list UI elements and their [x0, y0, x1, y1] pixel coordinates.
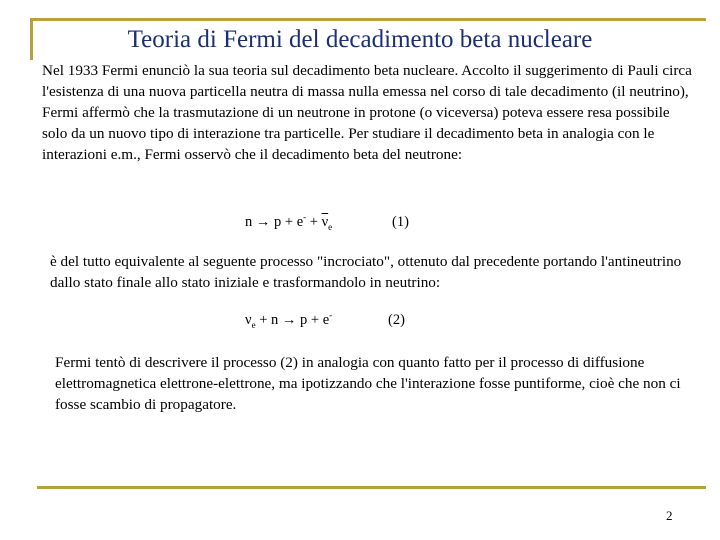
eq2-electron-charge: - [329, 310, 333, 321]
paragraph-crossed-process: è del tutto equivalente al seguente processo "incrociato", ottenuto dal precedente portando l'antineutrino dallo stato finale allo stato iniziale e trasformandolo in neutrino: [50, 253, 682, 291]
eq2-plus-1: + [259, 312, 268, 328]
decorative-top-bar [30, 18, 706, 21]
eq1-neutron: n [245, 214, 253, 230]
eq1-plus-2: + [309, 214, 318, 230]
paragraph-intro: Nel 1933 Fermi enunciò la sua teoria sul decadimento beta nucleare. Accolto il suggerimento di Pauli circa l'esistenza di una nuova particella neutra di massa nulla emessa nel corso di tale decadimento (il neutrino), Fermi affermò che la trasmutazione di un neutrone in protone (o viceversa) poteva essere resa possibile solo da un nuovo tipo di interazione tra particelle. Per studiare il decadimento beta in analogia con le interazioni e.m., Fermi osservò che il decadimento beta del neutrone: [42, 62, 692, 163]
equation-2-number: (2) [388, 312, 405, 328]
eq1-arrow: → [255, 214, 271, 230]
eq2-electron: e- [322, 310, 333, 328]
equation-1-number: (1) [392, 214, 409, 230]
eq1-proton: p [274, 214, 282, 230]
decorative-vertical-bar [30, 18, 33, 60]
eq2-neutron: n [271, 312, 279, 328]
eq2-neutrino-flavor: e [251, 319, 256, 330]
page-number: 2 [666, 508, 673, 523]
equation-neutron-decay [245, 214, 332, 231]
eq1-electron-charge: - [303, 212, 307, 223]
equation-neutrino-capture [245, 312, 332, 329]
eq1-antineutrino-flavor: e [328, 221, 333, 232]
decorative-bottom-bar [37, 486, 706, 489]
paragraph-fermi-interaction: Fermi tentò di descrivere il processo (2) in analogia con quanto fatto per il processo di diffusione elettromagnetica elettrone-elettrone, ma ipotizzando che l'interazione fosse puntiforme, cioè che non ci fosse scambio di propagatore. [55, 354, 681, 413]
eq1-antineutrino: $\overline{\nu}_e$ [321, 214, 333, 232]
eq2-neutrino: $\nu_e$ [245, 312, 256, 330]
eq2-arrow: → [281, 312, 297, 328]
eq1-electron: e- [296, 212, 307, 230]
eq2-proton: p [300, 312, 308, 328]
slide-title: Teoria di Fermi del decadimento beta nucleare [127, 26, 593, 53]
eq1-plus-1: + [284, 214, 294, 230]
eq2-plus-2: + [310, 312, 320, 328]
